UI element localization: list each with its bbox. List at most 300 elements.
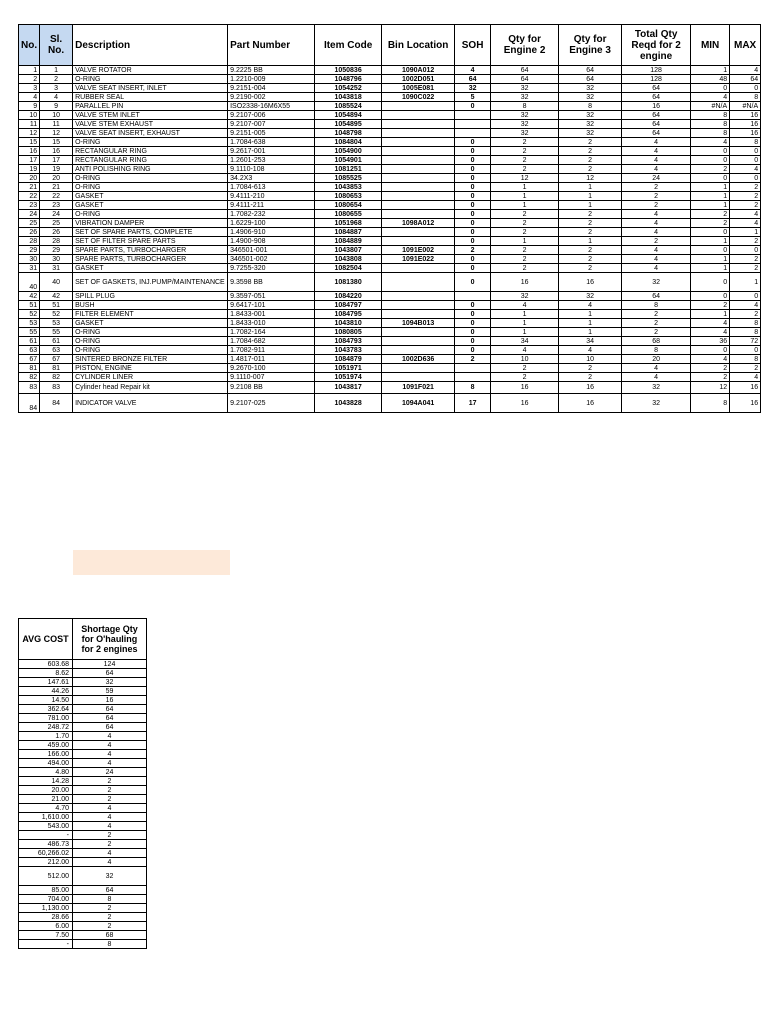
cell-soh: 0 <box>455 138 491 147</box>
cost-row <box>19 723 147 732</box>
cell-no: 84 <box>19 394 40 413</box>
cell-description: VALVE SEAT INSERT, EXHAUST <box>73 129 228 138</box>
cost-row <box>19 714 147 723</box>
cell-sl-no: 22 <box>40 192 73 201</box>
cell-avg-cost: 512.00 <box>19 867 73 886</box>
cell-part-number: 9.4111-210 <box>228 192 315 201</box>
cell-min: 8 <box>691 111 730 120</box>
cell-soh: 4 <box>455 66 491 75</box>
cell-soh: 5 <box>455 93 491 102</box>
cell-total-qty: 2 <box>622 319 691 328</box>
cell-qty-engine-2: 2 <box>491 264 559 273</box>
cell-bin-location: 1090C022 <box>382 93 455 102</box>
cell-total-qty: 64 <box>622 120 691 129</box>
cell-no: 12 <box>19 129 40 138</box>
cell-bin-location <box>382 264 455 273</box>
cost-row <box>19 886 147 895</box>
cell-part-number: 9.6417-101 <box>228 301 315 310</box>
cell-max: 16 <box>730 394 761 413</box>
cell-no: 19 <box>19 165 40 174</box>
cell-part-number: 1.7084-613 <box>228 183 315 192</box>
col-header-no: No. <box>19 25 40 66</box>
cell-bin-location: 1091E022 <box>382 255 455 264</box>
cell-max: 2 <box>730 237 761 246</box>
cell-part-number: 1.8433-001 <box>228 310 315 319</box>
table-row <box>19 219 761 228</box>
cell-part-number: 1.4817-011 <box>228 355 315 364</box>
cell-bin-location <box>382 228 455 237</box>
cost-row <box>19 795 147 804</box>
cell-item-code: 1084887 <box>315 228 382 237</box>
cell-item-code: 1081251 <box>315 165 382 174</box>
cost-row <box>19 922 147 931</box>
cell-qty-engine-2: 2 <box>491 156 559 165</box>
col-header-bin-location: Bin Location <box>382 25 455 66</box>
cell-bin-location <box>382 147 455 156</box>
cell-item-code: 1054894 <box>315 111 382 120</box>
cell-max: 16 <box>730 111 761 120</box>
cell-bin-location <box>382 237 455 246</box>
cell-max: 8 <box>730 319 761 328</box>
cell-avg-cost: 14.28 <box>19 777 73 786</box>
cell-bin-location <box>382 102 455 111</box>
cost-row <box>19 804 147 813</box>
cell-sl-no: 19 <box>40 165 73 174</box>
cell-max: 0 <box>730 156 761 165</box>
cell-soh: 0 <box>455 237 491 246</box>
cell-shortage-qty: 4 <box>73 822 147 831</box>
col-header-sl-no: Sl. No. <box>40 25 73 66</box>
table-row <box>19 192 761 201</box>
cell-qty-engine-2: 10 <box>491 355 559 364</box>
cell-qty-engine-3: 16 <box>559 382 622 394</box>
cell-sl-no: 30 <box>40 255 73 264</box>
cell-total-qty: 2 <box>622 192 691 201</box>
cell-total-qty: 128 <box>622 75 691 84</box>
cell-no: 11 <box>19 120 40 129</box>
cell-max: 2 <box>730 310 761 319</box>
cell-description: SET OF GASKETS, INJ.PUMP/MAINTENANCE <box>73 273 228 292</box>
cell-no: 15 <box>19 138 40 147</box>
cell-item-code: 1084795 <box>315 310 382 319</box>
cell-total-qty: 68 <box>622 337 691 346</box>
cell-sl-no: 67 <box>40 355 73 364</box>
cell-total-qty: 20 <box>622 355 691 364</box>
cell-shortage-qty: 64 <box>73 723 147 732</box>
cell-total-qty: 64 <box>622 93 691 102</box>
cell-description: O-RING <box>73 328 228 337</box>
cell-soh: 0 <box>455 102 491 111</box>
cell-description: SINTERED BRONZE FILTER <box>73 355 228 364</box>
cell-sl-no: 4 <box>40 93 73 102</box>
cell-part-number: 1.7082-232 <box>228 210 315 219</box>
cell-shortage-qty: 8 <box>73 940 147 949</box>
cell-qty-engine-3: 1 <box>559 328 622 337</box>
cell-qty-engine-2: 2 <box>491 138 559 147</box>
cell-bin-location <box>382 337 455 346</box>
cell-qty-engine-3: 8 <box>559 102 622 111</box>
cell-bin-location <box>382 156 455 165</box>
cell-shortage-qty: 4 <box>73 849 147 858</box>
cell-sl-no: 28 <box>40 237 73 246</box>
cell-min: 4 <box>691 328 730 337</box>
cell-description: VIBRATION DAMPER <box>73 219 228 228</box>
cell-min: 0 <box>691 292 730 301</box>
col-header-qty-engine-3: Qty for Engine 3 <box>559 25 622 66</box>
cell-qty-engine-3: 64 <box>559 66 622 75</box>
cell-min: 2 <box>691 219 730 228</box>
cell-no: 1 <box>19 66 40 75</box>
cell-sl-no: 20 <box>40 174 73 183</box>
cell-max: 0 <box>730 246 761 255</box>
cell-min: 2 <box>691 373 730 382</box>
cell-no: 16 <box>19 147 40 156</box>
cell-sl-no: 83 <box>40 382 73 394</box>
cell-item-code: 1043853 <box>315 183 382 192</box>
cell-soh: 0 <box>455 328 491 337</box>
cell-part-number: 346501-002 <box>228 255 315 264</box>
cell-item-code: 1043808 <box>315 255 382 264</box>
cell-min: 0 <box>691 228 730 237</box>
cell-soh: 8 <box>455 382 491 394</box>
cell-description: PARALLEL PIN <box>73 102 228 111</box>
cell-qty-engine-3: 32 <box>559 120 622 129</box>
cost-row <box>19 777 147 786</box>
cell-max: 4 <box>730 165 761 174</box>
cell-total-qty: 4 <box>622 228 691 237</box>
cell-no: 52 <box>19 310 40 319</box>
cost-row <box>19 660 147 669</box>
cell-shortage-qty: 4 <box>73 741 147 750</box>
cell-qty-engine-2: 2 <box>491 255 559 264</box>
cell-avg-cost: - <box>19 831 73 840</box>
cell-part-number: 9.1110-108 <box>228 165 315 174</box>
parts-table-body <box>19 66 761 413</box>
cell-description: VALVE ROTATOR <box>73 66 228 75</box>
cell-total-qty: 64 <box>622 292 691 301</box>
cost-row <box>19 696 147 705</box>
cell-min: 4 <box>691 319 730 328</box>
cell-total-qty: 4 <box>622 219 691 228</box>
cell-min: #N/A <box>691 102 730 111</box>
table-row <box>19 120 761 129</box>
cell-description: FILTER ELEMENT <box>73 310 228 319</box>
cell-min: 0 <box>691 84 730 93</box>
cell-bin-location <box>382 328 455 337</box>
cell-sl-no: 55 <box>40 328 73 337</box>
cell-item-code: 1043810 <box>315 319 382 328</box>
cell-no: 55 <box>19 328 40 337</box>
cell-shortage-qty: 2 <box>73 922 147 931</box>
cost-header-row <box>19 619 147 660</box>
cell-qty-engine-2: 4 <box>491 346 559 355</box>
cell-max: 8 <box>730 138 761 147</box>
cell-max: 8 <box>730 93 761 102</box>
col-header-avg-cost: AVG COST <box>19 619 73 660</box>
cell-shortage-qty: 2 <box>73 795 147 804</box>
cell-avg-cost: 166.00 <box>19 750 73 759</box>
cell-item-code: 1084797 <box>315 301 382 310</box>
cell-bin-location <box>382 210 455 219</box>
cell-part-number: 1.4900-908 <box>228 237 315 246</box>
cell-max: 0 <box>730 174 761 183</box>
cell-no: 53 <box>19 319 40 328</box>
cell-min: 0 <box>691 273 730 292</box>
cell-part-number: 9.4111-211 <box>228 201 315 210</box>
cell-avg-cost: 85.00 <box>19 886 73 895</box>
cell-item-code: 1054901 <box>315 156 382 165</box>
cell-total-qty: 32 <box>622 394 691 413</box>
col-header-max: MAX <box>730 25 761 66</box>
cell-item-code: 1050836 <box>315 66 382 75</box>
cell-no: 4 <box>19 93 40 102</box>
cell-part-number: ISO2338-16M6X55 <box>228 102 315 111</box>
cell-min: 1 <box>691 255 730 264</box>
cell-min: 0 <box>691 174 730 183</box>
table-row <box>19 210 761 219</box>
cell-total-qty: 64 <box>622 129 691 138</box>
cell-item-code: 1043817 <box>315 382 382 394</box>
cell-description: O-RING <box>73 75 228 84</box>
cell-part-number: 9.7255-320 <box>228 264 315 273</box>
cell-item-code: 1081380 <box>315 273 382 292</box>
cell-part-number: 9.2108 BB <box>228 382 315 394</box>
cell-description: SET OF SPARE PARTS, COMPLETE <box>73 228 228 237</box>
table-row <box>19 246 761 255</box>
cost-row <box>19 849 147 858</box>
cell-total-qty: 4 <box>622 255 691 264</box>
cell-item-code: 1054900 <box>315 147 382 156</box>
cell-no: 20 <box>19 174 40 183</box>
cost-row <box>19 786 147 795</box>
cell-sl-no: 84 <box>40 394 73 413</box>
table-row <box>19 337 761 346</box>
highlight-bar <box>73 550 230 575</box>
cell-sl-no: 25 <box>40 219 73 228</box>
cell-soh: 0 <box>455 337 491 346</box>
cell-max: 2 <box>730 201 761 210</box>
cell-description: GASKET <box>73 264 228 273</box>
cell-description: RECTANGULAR RING <box>73 156 228 165</box>
cell-avg-cost: 543.00 <box>19 822 73 831</box>
cell-avg-cost: 28.66 <box>19 913 73 922</box>
table-row <box>19 292 761 301</box>
cell-shortage-qty: 64 <box>73 714 147 723</box>
cell-qty-engine-2: 2 <box>491 246 559 255</box>
cell-soh: 17 <box>455 394 491 413</box>
cell-description: VALVE STEM EXHAUST <box>73 120 228 129</box>
cell-description: VALVE SEAT INSERT, INLET <box>73 84 228 93</box>
cell-max: 0 <box>730 346 761 355</box>
cell-description: O-RING <box>73 210 228 219</box>
cell-part-number: 9.2617-001 <box>228 147 315 156</box>
table-row <box>19 129 761 138</box>
cell-min: 4 <box>691 93 730 102</box>
cell-part-number: 9.2107-007 <box>228 120 315 129</box>
cell-soh: 0 <box>455 346 491 355</box>
cell-avg-cost: 6.00 <box>19 922 73 931</box>
cell-soh: 64 <box>455 75 491 84</box>
cost-row <box>19 687 147 696</box>
cell-min: 0 <box>691 346 730 355</box>
cell-min: 1 <box>691 310 730 319</box>
cell-item-code: 1085524 <box>315 102 382 111</box>
table-row <box>19 355 761 364</box>
cell-item-code: 1080654 <box>315 201 382 210</box>
cell-part-number: 9.2107-025 <box>228 394 315 413</box>
cell-avg-cost: 459.00 <box>19 741 73 750</box>
cell-description: GASKET <box>73 192 228 201</box>
cell-sl-no: 26 <box>40 228 73 237</box>
col-header-description: Description <box>73 25 228 66</box>
cell-qty-engine-3: 32 <box>559 129 622 138</box>
cell-shortage-qty: 32 <box>73 678 147 687</box>
cell-max: 4 <box>730 301 761 310</box>
cell-description: SET OF FILTER SPARE PARTS <box>73 237 228 246</box>
cell-total-qty: 16 <box>622 102 691 111</box>
cell-description: O-RING <box>73 346 228 355</box>
cell-min: 1 <box>691 264 730 273</box>
cell-description: O-RING <box>73 138 228 147</box>
cell-qty-engine-2: 16 <box>491 382 559 394</box>
cell-max: 64 <box>730 75 761 84</box>
cell-qty-engine-3: 32 <box>559 84 622 93</box>
cost-row <box>19 831 147 840</box>
cell-no: 31 <box>19 264 40 273</box>
cell-shortage-qty: 124 <box>73 660 147 669</box>
table-row <box>19 310 761 319</box>
cell-no: 23 <box>19 201 40 210</box>
cell-bin-location <box>382 301 455 310</box>
cost-row <box>19 904 147 913</box>
cell-soh: 0 <box>455 319 491 328</box>
cell-description: RUBBER SEAL <box>73 93 228 102</box>
cell-part-number: 9.2151-005 <box>228 129 315 138</box>
cell-sl-no: 52 <box>40 310 73 319</box>
cell-min: 1 <box>691 183 730 192</box>
cost-row <box>19 750 147 759</box>
cell-item-code: 1084879 <box>315 355 382 364</box>
cell-max: 0 <box>730 84 761 93</box>
cell-part-number: 9.1110-007 <box>228 373 315 382</box>
cell-total-qty: 4 <box>622 246 691 255</box>
cell-shortage-qty: 4 <box>73 732 147 741</box>
cell-sl-no: 12 <box>40 129 73 138</box>
cell-soh: 0 <box>455 301 491 310</box>
cell-item-code: 1085525 <box>315 174 382 183</box>
cell-sl-no: 61 <box>40 337 73 346</box>
cell-no: 42 <box>19 292 40 301</box>
cost-table <box>18 618 147 949</box>
cell-total-qty: 4 <box>622 147 691 156</box>
cell-min: 4 <box>691 355 730 364</box>
cell-max: 4 <box>730 210 761 219</box>
cell-sl-no: 11 <box>40 120 73 129</box>
cell-qty-engine-2: 32 <box>491 111 559 120</box>
cell-soh <box>455 364 491 373</box>
cost-row <box>19 732 147 741</box>
cell-description: RECTANGULAR RING <box>73 147 228 156</box>
cell-sl-no: 15 <box>40 138 73 147</box>
cost-row <box>19 867 147 886</box>
cell-bin-location <box>382 120 455 129</box>
cell-qty-engine-3: 2 <box>559 228 622 237</box>
cell-sl-no: 10 <box>40 111 73 120</box>
cell-min: 2 <box>691 364 730 373</box>
cell-qty-engine-2: 32 <box>491 292 559 301</box>
table-row <box>19 165 761 174</box>
cell-sl-no: 40 <box>40 273 73 292</box>
cell-min: 1 <box>691 237 730 246</box>
table-row <box>19 201 761 210</box>
cell-description: PISTON, ENGINE <box>73 364 228 373</box>
cell-shortage-qty: 64 <box>73 886 147 895</box>
cell-total-qty: 4 <box>622 264 691 273</box>
cell-qty-engine-3: 1 <box>559 310 622 319</box>
cell-max: 2 <box>730 183 761 192</box>
table-row <box>19 237 761 246</box>
cell-max: 1 <box>730 273 761 292</box>
cell-no: 30 <box>19 255 40 264</box>
cell-max: 2 <box>730 192 761 201</box>
cell-soh: 0 <box>455 219 491 228</box>
cell-qty-engine-2: 64 <box>491 66 559 75</box>
cell-bin-location <box>382 273 455 292</box>
cell-item-code: 1043828 <box>315 394 382 413</box>
cell-avg-cost: 603.68 <box>19 660 73 669</box>
cell-soh: 0 <box>455 147 491 156</box>
cell-soh: 2 <box>455 355 491 364</box>
cell-avg-cost: 8.62 <box>19 669 73 678</box>
cell-total-qty: 4 <box>622 165 691 174</box>
cell-bin-location <box>382 183 455 192</box>
cell-total-qty: 2 <box>622 310 691 319</box>
cell-avg-cost: 7.50 <box>19 931 73 940</box>
cell-part-number: 9.2107-006 <box>228 111 315 120</box>
cell-no: 2 <box>19 75 40 84</box>
cell-avg-cost: 21.00 <box>19 795 73 804</box>
table-row <box>19 111 761 120</box>
cell-sl-no: 24 <box>40 210 73 219</box>
cell-total-qty: 8 <box>622 346 691 355</box>
cell-bin-location <box>382 192 455 201</box>
cell-min: 2 <box>691 165 730 174</box>
cell-min: 0 <box>691 147 730 156</box>
cell-no: 82 <box>19 373 40 382</box>
cell-shortage-qty: 32 <box>73 867 147 886</box>
cell-part-number: 9.3598 BB <box>228 273 315 292</box>
cell-qty-engine-3: 2 <box>559 156 622 165</box>
cell-soh: 0 <box>455 310 491 319</box>
cell-avg-cost: 14.50 <box>19 696 73 705</box>
cell-soh <box>455 120 491 129</box>
cell-no: 22 <box>19 192 40 201</box>
cell-bin-location: 1098A012 <box>382 219 455 228</box>
cell-qty-engine-2: 2 <box>491 219 559 228</box>
cell-bin-location <box>382 364 455 373</box>
cell-qty-engine-3: 12 <box>559 174 622 183</box>
cell-soh <box>455 129 491 138</box>
cell-total-qty: 4 <box>622 156 691 165</box>
cell-item-code: 1048798 <box>315 129 382 138</box>
cell-item-code: 1051971 <box>315 364 382 373</box>
cell-min: 48 <box>691 75 730 84</box>
cell-bin-location <box>382 174 455 183</box>
cell-qty-engine-3: 2 <box>559 364 622 373</box>
cell-no: 61 <box>19 337 40 346</box>
cell-qty-engine-2: 4 <box>491 301 559 310</box>
cell-shortage-qty: 4 <box>73 804 147 813</box>
